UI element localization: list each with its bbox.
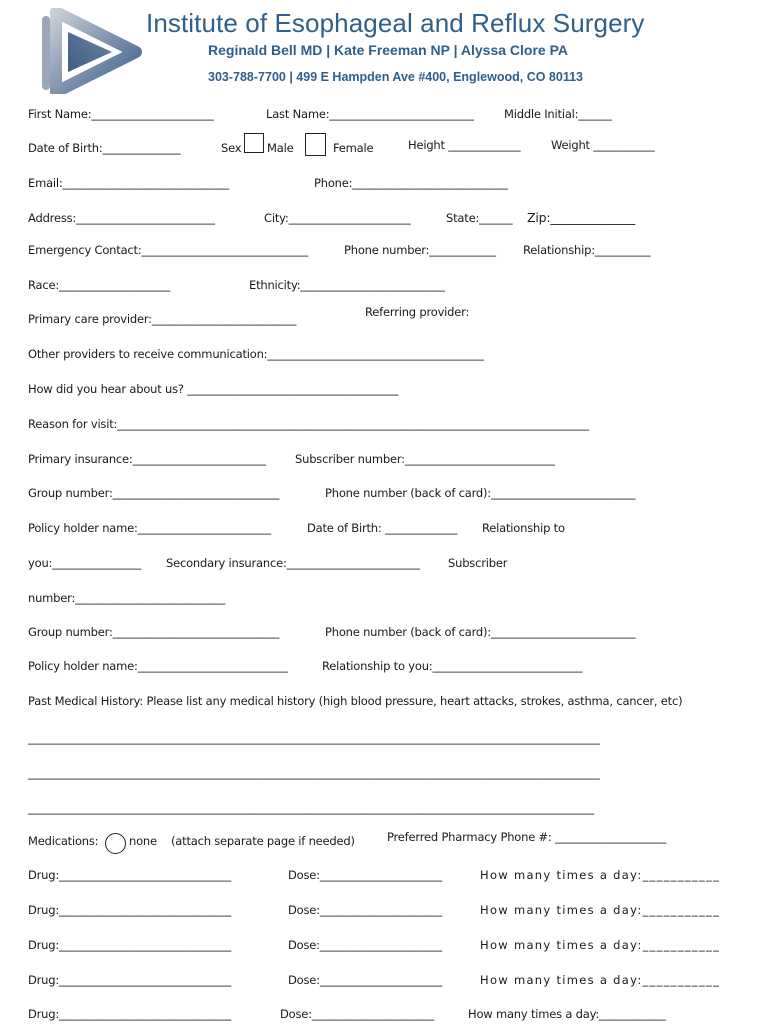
times-per-day-field[interactable]: How many times a day:____________ bbox=[468, 1007, 666, 1021]
ethnicity-field[interactable]: Ethnicity:__________________________ bbox=[249, 278, 445, 292]
medical-history-line[interactable]: _______________________________________________________________________________________________________ bbox=[28, 731, 600, 745]
dose-field[interactable]: Dose:______________________ bbox=[288, 868, 442, 882]
secondary-subscriber-number-field[interactable]: number:___________________________ bbox=[28, 591, 226, 605]
hear-about-field[interactable]: How did you hear about us? ______________________________________ bbox=[28, 382, 399, 396]
medications-label: Medications: bbox=[28, 834, 99, 848]
emergency-relationship-field[interactable]: Relationship:__________ bbox=[523, 243, 651, 257]
address-field[interactable]: Address:_________________________ bbox=[28, 211, 215, 225]
times-per-day-field[interactable]: How many times a day:___________ bbox=[480, 973, 721, 987]
times-per-day-field[interactable]: How many times a day:___________ bbox=[480, 903, 721, 917]
providers-line: Reginald Bell MD | Kate Freeman NP | Alyssa Clore PA bbox=[208, 42, 569, 58]
org-name: Institute of Esophageal and Reflux Surgery bbox=[146, 8, 645, 38]
phone-field[interactable]: Phone:____________________________ bbox=[314, 176, 508, 190]
race-field[interactable]: Race:____________________ bbox=[28, 278, 171, 292]
triangle-play-logo-icon bbox=[38, 8, 142, 94]
middle-initial-field[interactable]: Middle Initial:______ bbox=[504, 107, 612, 121]
drug-field[interactable]: Drug:_______________________________ bbox=[28, 1007, 232, 1021]
none-label: none bbox=[129, 834, 157, 848]
drug-field[interactable]: Drug:_______________________________ bbox=[28, 903, 232, 917]
relationship-you-field[interactable]: you:________________ bbox=[28, 556, 142, 570]
relationship-to-you-field[interactable]: Relationship to you:___________________________ bbox=[322, 659, 583, 673]
email-field[interactable]: Email:______________________________ bbox=[28, 176, 230, 190]
policy-dob-field[interactable]: Date of Birth: _____________ bbox=[307, 521, 458, 535]
height-field[interactable]: Height _____________ bbox=[408, 138, 521, 152]
drug-field[interactable]: Drug:_______________________________ bbox=[28, 973, 232, 987]
relationship-to-label: Relationship to bbox=[482, 521, 565, 535]
subscriber-number-field[interactable]: Subscriber number:___________________________ bbox=[295, 452, 555, 466]
emergency-contact-field[interactable]: Emergency Contact:______________________________ bbox=[28, 243, 309, 257]
medical-history-line[interactable]: ______________________________________________________________________________________________________ bbox=[28, 801, 595, 815]
secondary-insurance-field[interactable]: Secondary insurance:________________________ bbox=[166, 556, 420, 570]
dose-field[interactable]: Dose:______________________ bbox=[288, 973, 442, 987]
dose-field[interactable]: Dose:______________________ bbox=[288, 938, 442, 952]
female-checkbox[interactable] bbox=[305, 133, 326, 156]
other-providers-field[interactable]: Other providers to receive communication:_______________________________________ bbox=[28, 347, 484, 361]
primary-care-field[interactable]: Primary care provider:__________________________ bbox=[28, 312, 297, 326]
pharmacy-phone-field[interactable]: Preferred Pharmacy Phone #: ____________________ bbox=[387, 830, 667, 844]
reason-for-visit-field[interactable]: Reason for visit:_____________________________________________________________________________________ bbox=[28, 417, 589, 431]
state-field[interactable]: State:______ bbox=[446, 211, 513, 225]
referring-provider-field[interactable]: Referring provider: bbox=[365, 305, 470, 319]
zip-field[interactable]: Zip:______________ bbox=[527, 210, 636, 225]
card-phone-field-2[interactable]: Phone number (back of card):__________________________ bbox=[325, 625, 636, 639]
times-per-day-field[interactable]: How many times a day:___________ bbox=[480, 868, 721, 882]
female-label: Female bbox=[333, 141, 374, 155]
attach-note: (attach separate page if needed) bbox=[171, 834, 355, 848]
dose-field[interactable]: Dose:______________________ bbox=[280, 1007, 434, 1021]
policy-holder-field-2[interactable]: Policy holder name:___________________________ bbox=[28, 659, 288, 673]
medical-history-line[interactable]: _______________________________________________________________________________________________________ bbox=[28, 766, 600, 780]
emergency-phone-field[interactable]: Phone number:____________ bbox=[344, 243, 496, 257]
group-number-field-2[interactable]: Group number:______________________________ bbox=[28, 625, 280, 639]
male-label: Male bbox=[267, 141, 294, 155]
times-per-day-field[interactable]: How many times a day:___________ bbox=[480, 938, 721, 952]
group-number-field[interactable]: Group number:______________________________ bbox=[28, 486, 280, 500]
last-name-field[interactable]: Last Name:__________________________ bbox=[266, 107, 474, 121]
dob-field[interactable]: Date of Birth:______________ bbox=[28, 141, 181, 155]
none-radio[interactable] bbox=[105, 833, 126, 854]
city-field[interactable]: City:______________________ bbox=[264, 211, 411, 225]
sex-label: Sex bbox=[221, 141, 242, 155]
card-phone-field[interactable]: Phone number (back of card):__________________________ bbox=[325, 486, 636, 500]
drug-field[interactable]: Drug:_______________________________ bbox=[28, 868, 232, 882]
primary-insurance-field[interactable]: Primary insurance:________________________ bbox=[28, 452, 266, 466]
subscriber-label: Subscriber bbox=[448, 556, 508, 570]
first-name-field[interactable]: First Name:______________________ bbox=[28, 107, 214, 121]
contact-address-line: 303-788-7700 | 499 E Hampden Ave #400, Englewood, CO 80113 bbox=[208, 70, 583, 84]
past-medical-history-label: Past Medical History: Please list any medical history (high blood pressure, heart attacks, strokes, asthma, cancer, etc) bbox=[28, 694, 683, 708]
male-checkbox[interactable] bbox=[244, 133, 264, 153]
dose-field[interactable]: Dose:______________________ bbox=[288, 903, 442, 917]
policy-holder-field[interactable]: Policy holder name:________________________ bbox=[28, 521, 271, 535]
drug-field[interactable]: Drug:_______________________________ bbox=[28, 938, 232, 952]
weight-field[interactable]: Weight ___________ bbox=[551, 138, 655, 152]
